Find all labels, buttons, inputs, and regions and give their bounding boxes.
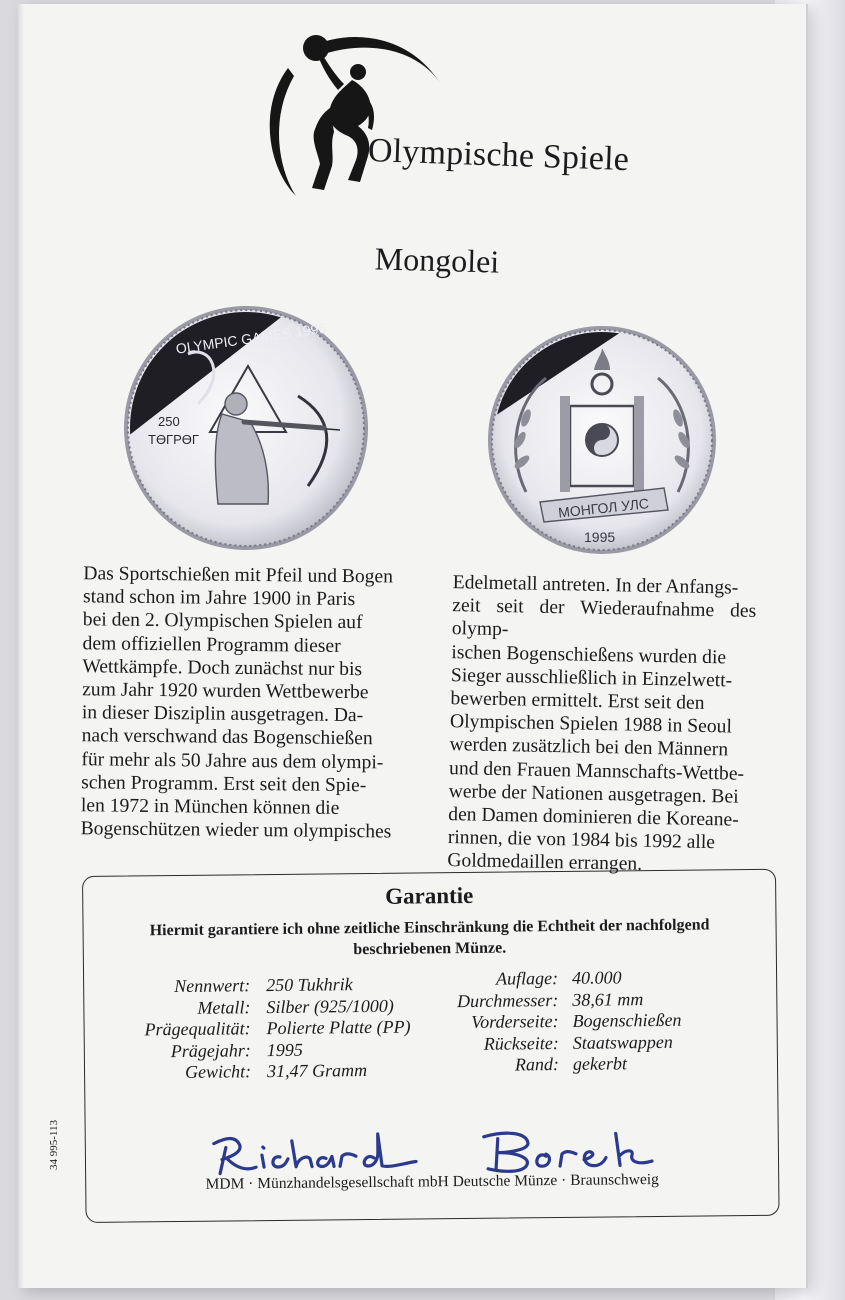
spec-row: [107, 1038, 411, 1063]
coin-reverse-inscription: МОНГОЛ УЛС: [557, 495, 650, 521]
specs-right: [440, 967, 682, 1077]
catalog-number: 34 995-113: [48, 1119, 60, 1170]
spec-label: Prägequalität:: [144, 1018, 251, 1040]
article-line: Wettkämpfe. Doch zunächst nur bis: [82, 656, 363, 680]
spec-label: Rand:: [514, 1054, 560, 1075]
spec-value: gekerbt: [572, 1053, 628, 1074]
spec-row: [441, 1031, 682, 1055]
spec-row: [107, 1017, 411, 1042]
spec-label: Prägejahr:: [170, 1039, 251, 1061]
spec-value: Staatswappen: [572, 1031, 673, 1053]
spec-value: 38,61 mm: [572, 988, 644, 1010]
spec-label: Durchmesser:: [456, 989, 559, 1011]
coin-obverse-inscription: OLYMPIC GAMES 1996: [174, 319, 328, 357]
guarantee-statement: Hiermit garantiere ich ohne zeitliche Einschränkung die Echtheit der nachfolgend beschriebenen Münze.: [149, 916, 710, 959]
article-line: Bogenschützen wieder um olympisches: [80, 818, 392, 843]
spec-value: 1995: [266, 1039, 303, 1060]
spec-label: Rückseite:: [483, 1032, 559, 1054]
spec-value: Silber (925/1000): [266, 995, 394, 1017]
article-line: zeit seit der Wiederaufnahme des olymp-: [451, 595, 757, 641]
article-line: stand schon im Jahre 1900 in Paris: [82, 586, 356, 611]
spec-value: Bogenschießen: [572, 1009, 682, 1031]
spec-row: [441, 1053, 682, 1077]
coin-reverse-year: 1995: [584, 529, 616, 545]
coin-reverse-emblem: [486, 322, 721, 562]
article-line: Sieger ausschließlich in Einzelwett-: [450, 664, 733, 692]
spec-label: Nennwert:: [174, 975, 251, 997]
coin-obverse-currency: ТӨГРӨГ: [148, 432, 199, 447]
spec-row: [440, 1010, 681, 1034]
article-column-left: [81, 562, 420, 844]
article-line: für mehr als 50 Jahre aus dem olympi-: [81, 748, 384, 774]
coin-obverse-archer: [118, 304, 378, 554]
article-line: in dieser Disziplin ausgetragen. Da-: [81, 702, 364, 727]
spec-label: Auflage:: [496, 968, 559, 989]
page-edge: [18, 4, 24, 1288]
article-line: Goldmedaillen errangen.: [447, 850, 643, 876]
specs-left: [106, 974, 411, 1085]
article-line: werbe der Nationen ausgetragen. Bei: [448, 780, 739, 808]
article-line: Olympischen Spielen 1988 in Seoul: [449, 711, 733, 738]
spec-value: 250 Tukhrik: [266, 974, 353, 996]
article-line: Edelmetall antreten. In der Anfangs-: [452, 572, 739, 599]
country-title: Mongolei: [374, 240, 500, 280]
article-line: nach verschwand das Bogenschießen: [81, 725, 373, 750]
spec-value: 40.000: [571, 967, 622, 988]
article-column-right: [447, 571, 757, 878]
article-line: bei den 2. Olympischen Spielen auf: [82, 609, 363, 634]
article-line: bewerben ermittelt. Erst seit den: [450, 688, 705, 714]
certificate-page: [18, 4, 806, 1288]
brand-title: Olympische Spiele: [367, 132, 630, 179]
article-line: schen Programm. Erst seit den Spie-: [81, 772, 367, 797]
guarantee-box: [82, 869, 780, 1223]
spec-value: 31,47 Gramm: [266, 1060, 368, 1082]
spec-row: [107, 1060, 411, 1085]
article-line: zum Jahr 1920 wurden Wettbewerbe: [82, 679, 369, 704]
article-line: dem offiziellen Programm dieser: [82, 632, 341, 657]
spec-value: Polierte Platte (PP): [266, 1016, 411, 1039]
spec-label: Vorderseite:: [471, 1011, 559, 1032]
coin-obverse-value: 250: [158, 414, 180, 429]
article-line: len 1972 in München können die: [80, 795, 340, 819]
article-line: den Damen dominieren die Koreane-: [448, 804, 739, 831]
issuer-line: MDM · Münzhandelsgesellschaft mbH Deutsche Münze · Braunschweig: [205, 1170, 659, 1193]
article-line: und den Frauen Mannschafts-Wettbe-: [448, 757, 745, 785]
article-line: werden zusätzlich bei den Männern: [449, 734, 729, 761]
spec-row: [440, 967, 681, 991]
spec-row: [440, 988, 681, 1012]
spec-label: Metall:: [197, 996, 251, 1018]
spec-label: Gewicht:: [184, 1061, 252, 1082]
discus-thrower-logo: [248, 28, 448, 203]
guarantee-title: Garantie: [385, 882, 474, 909]
article-line: Das Sportschießen mit Pfeil und Bogen: [83, 563, 394, 588]
article-line: ischen Bogenschießens wurden die: [451, 641, 727, 668]
article-line: rinnen, die von 1984 bis 1992 alle: [447, 827, 716, 854]
